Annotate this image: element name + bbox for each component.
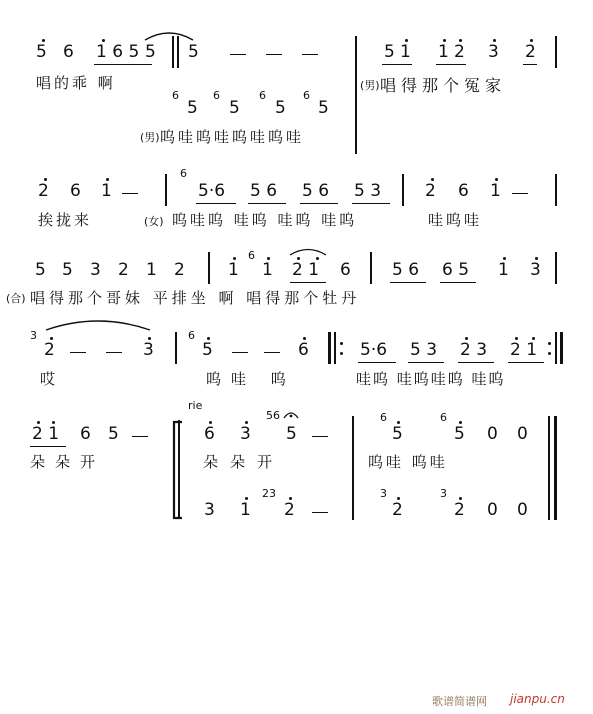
beam bbox=[248, 203, 286, 204]
note: 5 bbox=[229, 98, 240, 118]
voice-mark: (女) bbox=[144, 215, 164, 228]
beam bbox=[408, 362, 444, 363]
dash bbox=[264, 352, 280, 353]
note-group: 5 6 bbox=[250, 181, 278, 201]
note-group: 5 6 bbox=[392, 260, 420, 280]
end-bar-thin bbox=[548, 416, 550, 520]
note: 5 bbox=[454, 424, 465, 444]
grace-note-group: 23 bbox=[262, 487, 276, 500]
note: 1 bbox=[101, 181, 112, 201]
lyrics-line: 呜哇 呜哇 bbox=[368, 453, 448, 471]
note: 6 bbox=[80, 424, 91, 444]
note: 2 bbox=[44, 340, 55, 360]
note: 6 bbox=[458, 181, 469, 201]
note: 2 bbox=[392, 500, 403, 520]
grace-note-group: 56 bbox=[266, 409, 280, 422]
octave-dot bbox=[515, 337, 518, 340]
bar-line bbox=[175, 332, 177, 364]
bar-line bbox=[177, 36, 179, 68]
repeat-dot bbox=[548, 342, 551, 345]
repeat-dot bbox=[340, 342, 343, 345]
note: 5 bbox=[188, 42, 199, 62]
bar-line bbox=[165, 174, 167, 206]
note: 6 bbox=[298, 340, 309, 360]
octave-dot bbox=[44, 178, 47, 181]
lyrics-line: 朵朵开 bbox=[30, 453, 106, 471]
grace-note: 6 bbox=[172, 89, 179, 102]
bar-line bbox=[355, 36, 357, 154]
note-group: 2 1 bbox=[32, 424, 60, 444]
grace-note: 3 bbox=[440, 487, 447, 500]
repeat-dot bbox=[548, 352, 551, 355]
note: 1 bbox=[498, 260, 509, 280]
grace-note: 6 bbox=[380, 411, 387, 424]
bar-line bbox=[208, 252, 210, 284]
watermark-site-cn: 歌谱简谱网 bbox=[432, 695, 487, 708]
fermata-icon bbox=[282, 408, 300, 420]
beam bbox=[436, 64, 466, 65]
lyrics-line: 唱的乖 啊 bbox=[36, 74, 116, 92]
note: 6 bbox=[63, 42, 74, 62]
note: 1 bbox=[228, 260, 239, 280]
note-group: 5 3 bbox=[410, 340, 438, 360]
note: 5 bbox=[108, 424, 119, 444]
beam bbox=[382, 64, 412, 65]
octave-dot bbox=[207, 337, 210, 340]
note: 2 bbox=[454, 500, 465, 520]
tie-arc bbox=[143, 28, 195, 42]
note: 1 bbox=[262, 260, 273, 280]
octave-dot bbox=[316, 257, 319, 260]
beam bbox=[440, 282, 476, 283]
octave-dot bbox=[245, 421, 248, 424]
beam bbox=[458, 362, 494, 363]
note: 1 bbox=[490, 181, 501, 201]
octave-dot bbox=[405, 39, 408, 42]
repeat-dot bbox=[340, 352, 343, 355]
octave-dot bbox=[289, 497, 292, 500]
note: 0 bbox=[517, 424, 528, 444]
note: 3 bbox=[488, 42, 499, 62]
bar-line bbox=[370, 252, 372, 284]
dash bbox=[232, 352, 248, 353]
octave-dot bbox=[535, 257, 538, 260]
lyrics-line: 唱得那个冤家 bbox=[380, 76, 507, 95]
beam bbox=[290, 282, 326, 283]
octave-dot bbox=[495, 178, 498, 181]
note-group: 1 6 5 bbox=[96, 42, 140, 62]
note: 2 bbox=[284, 500, 295, 520]
bar-line bbox=[555, 252, 557, 284]
note: 2 bbox=[38, 181, 49, 201]
beam bbox=[30, 446, 66, 447]
note-group: 6 5 bbox=[442, 260, 470, 280]
note: 6 bbox=[340, 260, 351, 280]
lyrics-line: 呜哇呜 哇呜 哇呜 哇呜 bbox=[172, 211, 358, 229]
dash bbox=[70, 352, 86, 353]
note: 2 bbox=[454, 42, 465, 62]
octave-dot bbox=[245, 497, 248, 500]
beam bbox=[358, 362, 396, 363]
grace-note: 6 bbox=[259, 89, 266, 102]
dash bbox=[230, 54, 246, 55]
note: 3 bbox=[530, 260, 541, 280]
note: 3 bbox=[143, 340, 154, 360]
note: 3 bbox=[240, 424, 251, 444]
note-group: 2 1 bbox=[510, 340, 538, 360]
lyrics-line: 唱得那个哥妹 平排坐 啊 唱得那个牡丹 bbox=[30, 289, 361, 307]
lyrics-line: 哇呜 哇呜哇呜 哇呜 bbox=[356, 370, 506, 388]
note: 5 bbox=[36, 42, 47, 62]
dash bbox=[132, 436, 148, 437]
octave-dot bbox=[148, 337, 151, 340]
note: 5 bbox=[35, 260, 46, 280]
lyrics-line: 哎 bbox=[40, 370, 59, 388]
octave-dot bbox=[532, 337, 535, 340]
system-line bbox=[178, 420, 180, 518]
octave-dot bbox=[42, 39, 45, 42]
octave-dot bbox=[106, 178, 109, 181]
note-group: 5·6 bbox=[198, 181, 226, 201]
note: 0 bbox=[487, 424, 498, 444]
grace-note: 6 bbox=[440, 411, 447, 424]
lyrics-line: 朵朵开 bbox=[203, 453, 285, 471]
lyrics-line: 呜哇呜哇呜哇呜哇 bbox=[160, 128, 305, 146]
dash bbox=[312, 512, 328, 513]
bar-line bbox=[555, 36, 557, 68]
note: 3 bbox=[204, 500, 215, 520]
octave-dot bbox=[465, 337, 468, 340]
octave-dot bbox=[102, 39, 105, 42]
grace-note: 6 bbox=[213, 89, 220, 102]
repeat-start-thick bbox=[328, 332, 331, 364]
grace-note: 6 bbox=[188, 329, 195, 342]
end-bar-thick bbox=[554, 416, 557, 520]
bar-line bbox=[352, 416, 354, 520]
bar-line bbox=[402, 174, 404, 206]
note: 1 bbox=[146, 260, 157, 280]
octave-dot bbox=[459, 39, 462, 42]
note: 6 bbox=[204, 424, 215, 444]
bar-line bbox=[555, 174, 557, 206]
note: 2 bbox=[174, 260, 185, 280]
bar-line bbox=[172, 36, 174, 68]
beam bbox=[508, 362, 544, 363]
dash bbox=[512, 193, 528, 194]
lyrics-line: 呜哇 呜 bbox=[206, 370, 296, 388]
octave-dot bbox=[37, 421, 40, 424]
beam bbox=[523, 64, 537, 65]
grace-note: 3 bbox=[30, 329, 37, 342]
repeat-start-thin bbox=[334, 332, 336, 364]
repeat-end-thick bbox=[560, 332, 563, 364]
note-group: 5 6 bbox=[302, 181, 330, 201]
dash bbox=[312, 436, 328, 437]
note: 2 bbox=[118, 260, 129, 280]
octave-dot bbox=[233, 257, 236, 260]
octave-dot bbox=[459, 497, 462, 500]
octave-dot bbox=[52, 421, 55, 424]
lyrics-line: 挨拢来 bbox=[38, 211, 93, 229]
slur-arc bbox=[288, 244, 328, 256]
grace-note: 3 bbox=[380, 487, 387, 500]
octave-dot bbox=[209, 421, 212, 424]
note: 5 bbox=[62, 260, 73, 280]
beam bbox=[390, 282, 426, 283]
note: 1 bbox=[400, 42, 411, 62]
note: 5 bbox=[392, 424, 403, 444]
beam bbox=[300, 203, 338, 204]
note: 2 bbox=[525, 42, 536, 62]
beam bbox=[196, 203, 236, 204]
octave-dot bbox=[267, 257, 270, 260]
note: 0 bbox=[517, 500, 528, 520]
grace-note: 6 bbox=[248, 249, 255, 262]
dash bbox=[106, 352, 122, 353]
note-group: 2 1 bbox=[292, 260, 320, 280]
note: 5 bbox=[187, 98, 198, 118]
octave-dot bbox=[431, 178, 434, 181]
system-brace bbox=[168, 420, 184, 520]
watermark-site-en: jianpu.cn bbox=[510, 692, 565, 706]
dash bbox=[122, 193, 138, 194]
note: 5 bbox=[275, 98, 286, 118]
octave-dot bbox=[459, 421, 462, 424]
note-group: 5 3 bbox=[354, 181, 382, 201]
octave-dot bbox=[443, 39, 446, 42]
note: 5 bbox=[145, 42, 156, 62]
note: 0 bbox=[487, 500, 498, 520]
octave-dot bbox=[493, 39, 496, 42]
note: 3 bbox=[90, 260, 101, 280]
beam bbox=[352, 203, 390, 204]
note: 5 bbox=[318, 98, 329, 118]
note: 2 bbox=[425, 181, 436, 201]
note: 5 bbox=[286, 424, 297, 444]
voice-mark: (男) bbox=[140, 131, 160, 144]
octave-dot bbox=[297, 257, 300, 260]
octave-dot bbox=[397, 497, 400, 500]
note: 5 bbox=[384, 42, 395, 62]
octave-dot bbox=[303, 337, 306, 340]
voice-mark: (合) bbox=[6, 292, 26, 305]
grace-note: 6 bbox=[180, 167, 187, 180]
dash bbox=[302, 54, 318, 55]
note: 5 bbox=[202, 340, 213, 360]
voice-mark: (男) bbox=[360, 79, 380, 92]
octave-dot bbox=[503, 257, 506, 260]
octave-dot bbox=[397, 421, 400, 424]
octave-dot bbox=[530, 39, 533, 42]
grace-note: 6 bbox=[303, 89, 310, 102]
repeat-end-thin bbox=[555, 332, 557, 364]
dash bbox=[266, 54, 282, 55]
note-group: 5·6 bbox=[360, 340, 388, 360]
beam bbox=[94, 64, 152, 65]
lyrics-line: 哇呜哇 bbox=[428, 211, 483, 229]
slur-arc bbox=[44, 316, 152, 332]
note: 1 bbox=[438, 42, 449, 62]
note-group: 2 3 bbox=[460, 340, 488, 360]
ornament-rie: rie bbox=[188, 399, 203, 412]
octave-dot bbox=[50, 337, 53, 340]
note: 1 bbox=[240, 500, 251, 520]
note: 6 bbox=[70, 181, 81, 201]
